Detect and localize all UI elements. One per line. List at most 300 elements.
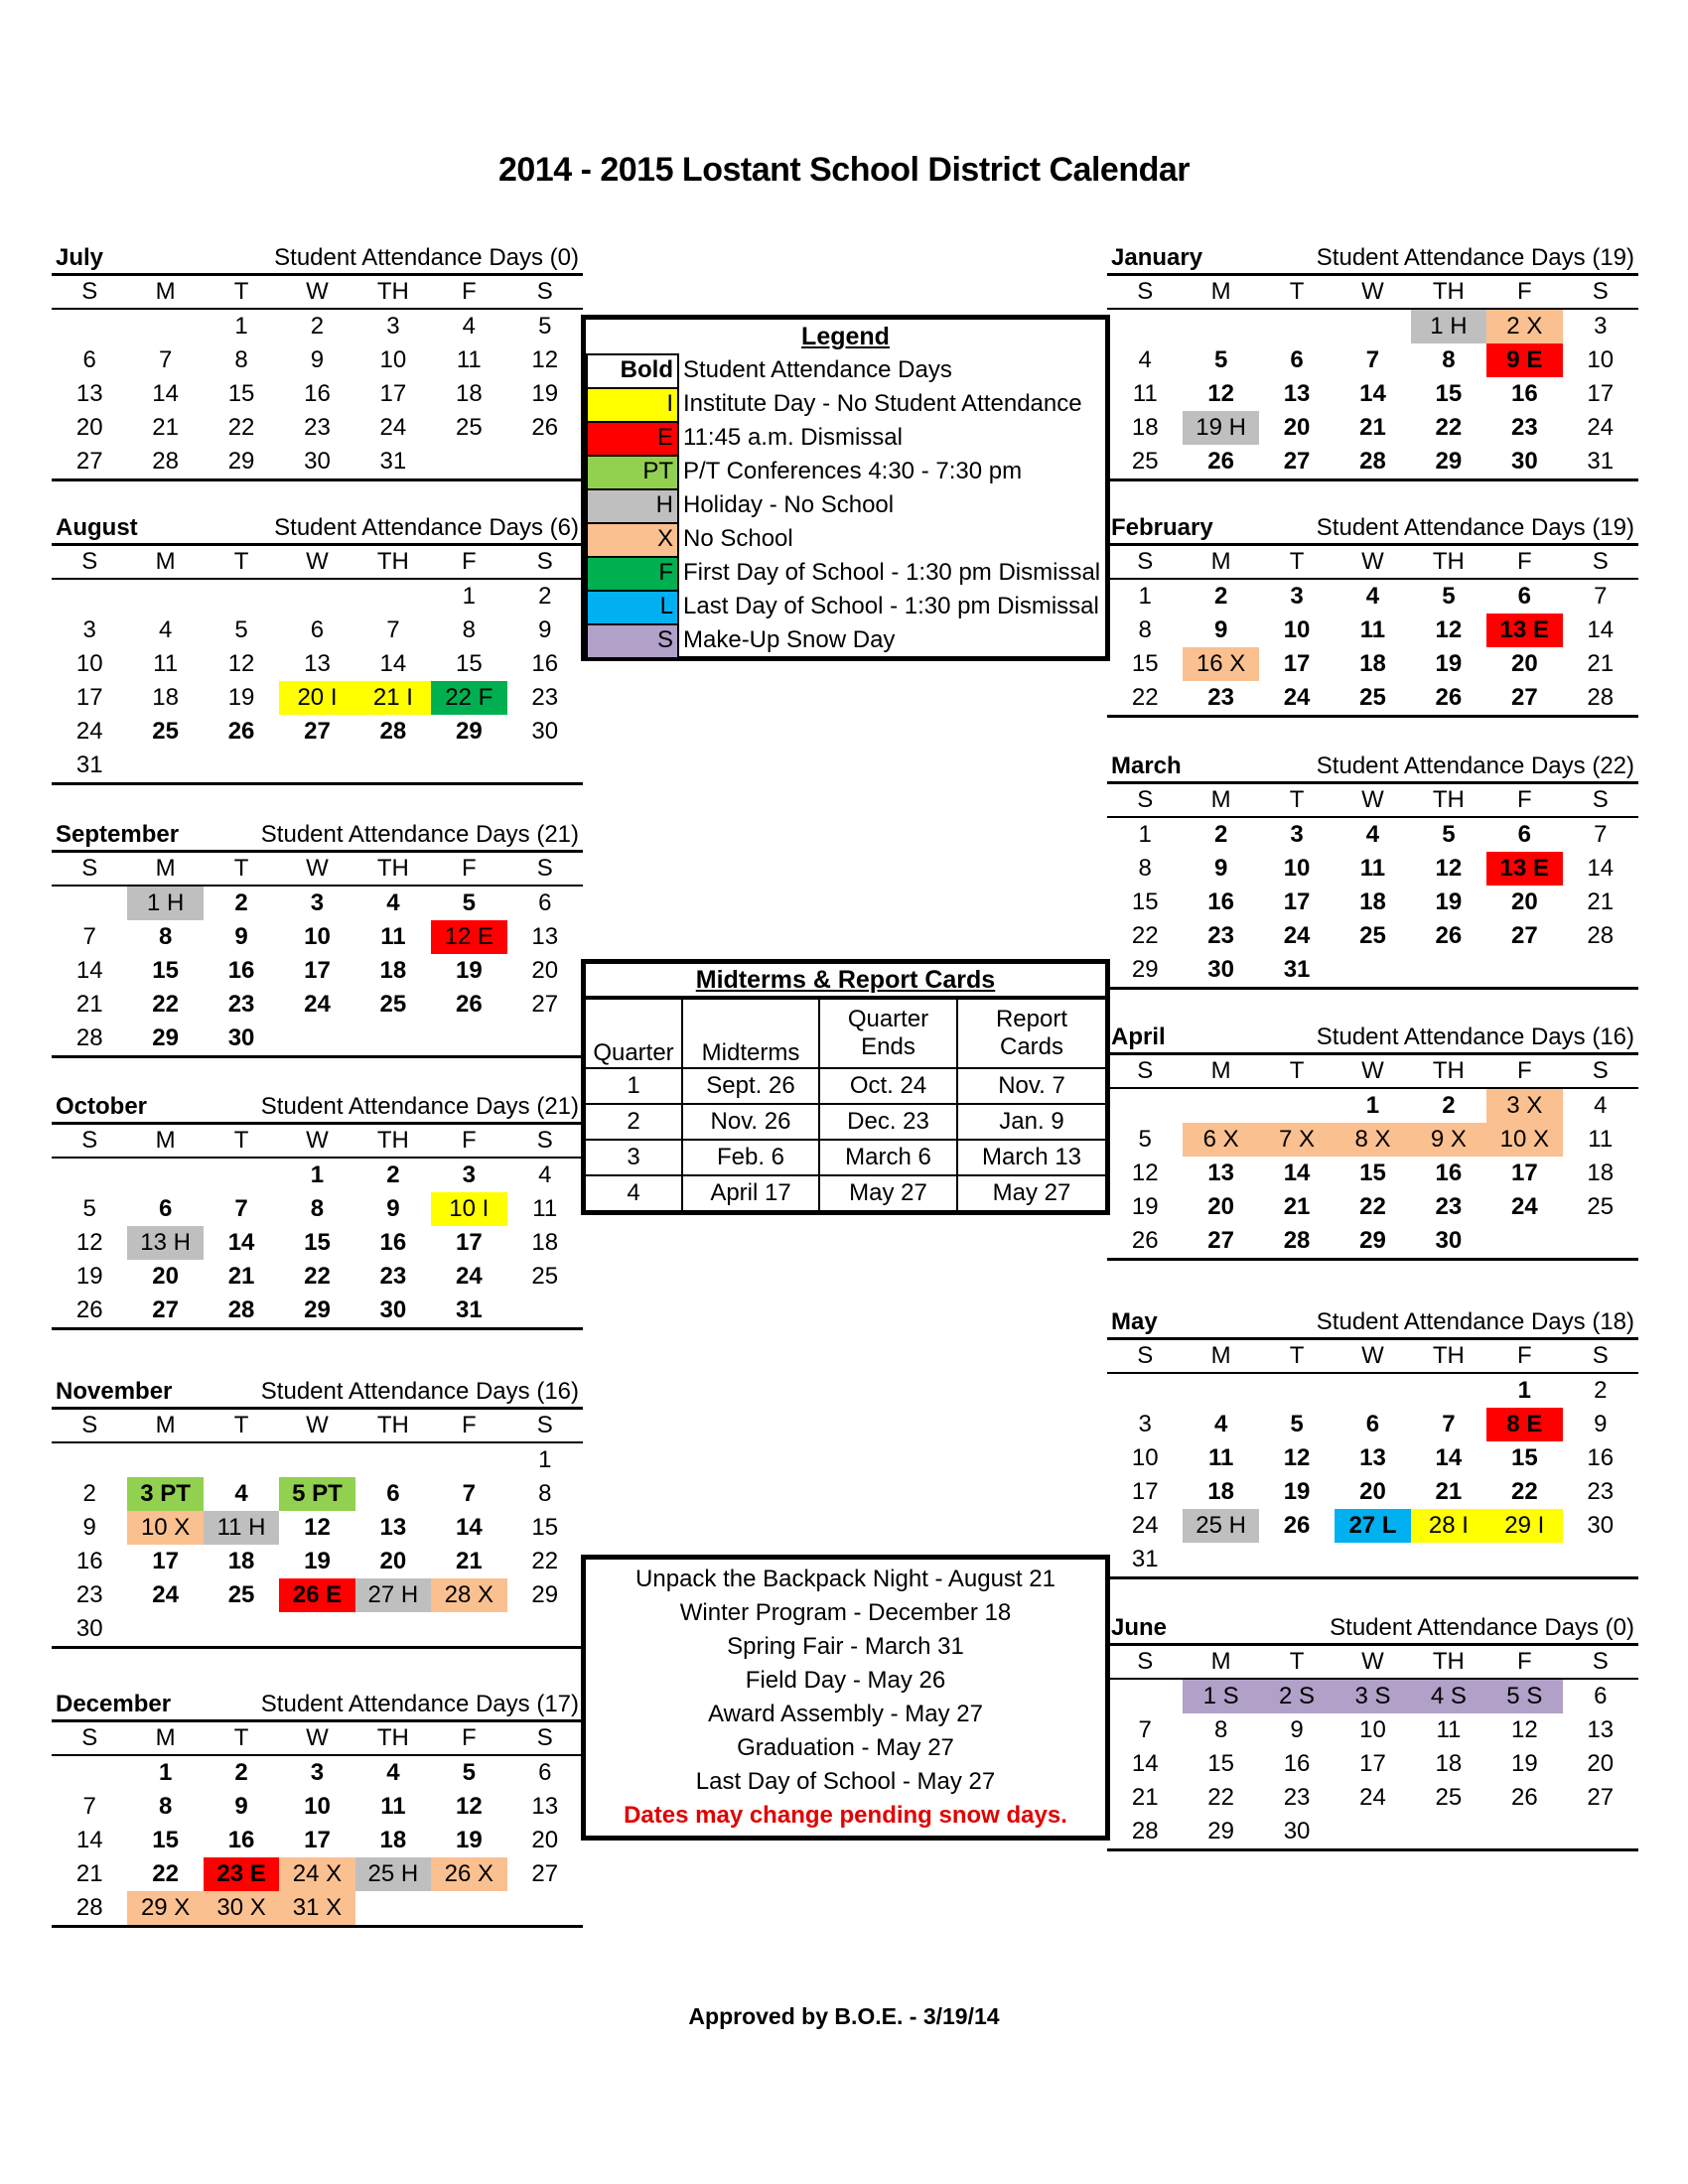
day-cell: 24 — [379, 414, 407, 441]
weekday-label: F — [1516, 1648, 1532, 1675]
day-cell: 27 — [1510, 922, 1538, 949]
day-cell: 19 — [1283, 1478, 1311, 1505]
week-row — [52, 1022, 583, 1055]
day-cell: 7 — [82, 1793, 96, 1820]
header-midterms-label: Midterms — [701, 1039, 800, 1066]
day-cell: 2 — [234, 1759, 248, 1786]
empty-day-cell — [1563, 1815, 1638, 1848]
day-cell: 7 — [1594, 821, 1608, 848]
day-cell: 17 — [1587, 380, 1615, 407]
attendance-days: Student Attendance Days (18) — [1316, 1308, 1634, 1335]
day-cell: 7 — [82, 923, 96, 950]
day-cell: 10 — [75, 650, 103, 677]
day-cell: 14 — [75, 957, 103, 984]
week-row — [1107, 1475, 1638, 1509]
day-cell: 14 — [1587, 616, 1615, 643]
empty-day-cell — [1183, 1374, 1258, 1408]
midterms-cell: March 6 — [819, 1140, 957, 1175]
day-cell: 3 X — [1486, 1089, 1562, 1123]
day-cell: 27 — [152, 1297, 179, 1323]
weekday-header-row — [1107, 1055, 1638, 1089]
day-cell: 27 L — [1335, 1509, 1410, 1543]
day-cell: 19 — [1435, 888, 1463, 915]
day-cell: 30 — [75, 1615, 103, 1642]
day-cell: 3 — [1138, 1411, 1152, 1437]
day-cell: 13 H — [127, 1226, 203, 1260]
day-cell: 6 — [386, 1480, 400, 1507]
day-cell: 27 — [531, 1860, 559, 1887]
day-cell: 19 — [304, 1548, 331, 1574]
weekday-label: S — [1137, 548, 1154, 575]
day-cell: 30 — [1435, 1227, 1463, 1254]
week-row — [52, 1612, 583, 1646]
day-cell: 25 — [379, 991, 407, 1018]
empty-day-cell — [52, 1756, 127, 1790]
header-quarter-ends-line1: Quarter — [847, 1006, 929, 1032]
header-report-cards-line1: Report — [995, 1006, 1068, 1032]
empty-day-cell — [127, 1443, 203, 1477]
day-cell: 18 — [1587, 1160, 1615, 1186]
day-cell: 15 — [455, 650, 483, 677]
day-cell: 28 — [1587, 922, 1615, 949]
midterms-cell: 1 — [586, 1068, 682, 1104]
empty-day-cell — [1107, 1089, 1183, 1123]
empty-day-cell — [1486, 1543, 1562, 1576]
weekday-header-row — [52, 1125, 583, 1159]
month-grid — [1107, 543, 1638, 718]
day-cell: 30 — [1510, 448, 1538, 475]
day-cell: 31 — [1131, 1546, 1159, 1572]
day-cell: 20 I — [279, 681, 354, 715]
weekday-label: TH — [1432, 786, 1465, 813]
empty-day-cell — [431, 445, 506, 478]
day-cell: 28 — [75, 1894, 103, 1921]
week-row — [52, 1545, 583, 1578]
day-cell: 9 — [234, 1793, 248, 1820]
midterms-row — [586, 1104, 1105, 1140]
weekday-label: TH — [1432, 1057, 1465, 1084]
week-row — [1107, 1157, 1638, 1190]
empty-day-cell — [52, 310, 127, 343]
day-cell: 14 — [1131, 1750, 1159, 1777]
weekday-header-row — [1107, 784, 1638, 818]
day-cell: 5 PT — [279, 1477, 354, 1511]
day-cell: 26 — [75, 1297, 103, 1323]
day-cell: 11 — [1588, 1126, 1614, 1153]
day-cell: 29 — [152, 1024, 179, 1051]
weekday-label: TH — [376, 1412, 409, 1438]
weekday-label: S — [536, 278, 553, 305]
day-cell: 9 — [82, 1514, 96, 1541]
header-quarter-ends-line2: Ends — [861, 1033, 915, 1060]
day-cell: 11 — [1359, 855, 1386, 882]
day-cell: 8 — [462, 616, 476, 643]
day-cell: 15 — [1131, 888, 1159, 915]
midterms-cell: Feb. 6 — [682, 1140, 819, 1175]
month-grid — [52, 1407, 583, 1649]
weekday-label: S — [1592, 1342, 1609, 1369]
day-cell: 6 — [1594, 1683, 1608, 1709]
day-cell: 1 H — [127, 887, 203, 920]
day-cell: 16 — [1207, 888, 1234, 915]
weekday-label: F — [461, 1127, 477, 1154]
day-cell: 14 — [1435, 1444, 1463, 1471]
day-cell: 1 — [310, 1161, 325, 1188]
month-name: May — [1111, 1308, 1158, 1335]
day-cell: 20 — [1587, 1750, 1615, 1777]
week-row — [52, 411, 583, 445]
legend-code: X — [586, 522, 679, 558]
header-report-cards-line2: Cards — [999, 1033, 1064, 1060]
day-cell: 24 — [455, 1263, 483, 1290]
day-cell: 15 — [304, 1229, 331, 1256]
midterms-body — [586, 1068, 1105, 1210]
header-report-cards — [957, 999, 1105, 1068]
day-cell: 23 E — [204, 1857, 279, 1891]
weekday-label: S — [81, 278, 98, 305]
day-cell: 8 — [310, 1195, 325, 1222]
weekday-label: M — [155, 855, 176, 882]
day-cell: 23 — [531, 684, 559, 711]
attendance-days: Student Attendance Days (17) — [260, 1691, 579, 1717]
weekday-label: T — [233, 1724, 249, 1751]
day-cell: 1 — [538, 1446, 552, 1473]
day-cell: 17 — [1131, 1478, 1159, 1505]
day-cell: 10 — [1283, 616, 1311, 643]
attendance-days: Student Attendance Days (0) — [274, 244, 579, 271]
weekday-label: F — [461, 1724, 477, 1751]
day-cell: 8 — [158, 1793, 173, 1820]
weekday-label: S — [1592, 786, 1609, 813]
day-cell: 22 — [1359, 1193, 1386, 1220]
day-cell: 4 — [1365, 821, 1380, 848]
weekday-header-row — [52, 1722, 583, 1756]
day-cell: 11 — [1436, 1716, 1462, 1743]
day-cell: 21 — [1359, 414, 1386, 441]
weekday-label: F — [1516, 1057, 1532, 1084]
day-cell: 6 — [82, 346, 96, 373]
day-cell: 28 — [1131, 1818, 1159, 1844]
day-cell: 23 — [379, 1263, 407, 1290]
week-row — [1107, 1713, 1638, 1747]
attendance-days: Student Attendance Days (22) — [1316, 752, 1634, 779]
day-cell: 27 — [1587, 1784, 1615, 1811]
weekday-label: S — [81, 855, 98, 882]
empty-day-cell — [1335, 1815, 1410, 1848]
day-cell: 19 — [1435, 650, 1463, 677]
legend-title: Legend — [801, 323, 890, 350]
day-cell: 8 — [1138, 616, 1152, 643]
empty-day-cell — [279, 1443, 354, 1477]
day-cell: 12 — [1131, 1160, 1159, 1186]
month-header — [52, 1092, 583, 1122]
day-cell: 19 — [455, 957, 483, 984]
day-cell: 16 — [379, 1229, 407, 1256]
week-row — [52, 749, 583, 782]
month-february — [1107, 513, 1638, 718]
day-cell: 7 — [1138, 1716, 1152, 1743]
week-row — [1107, 445, 1638, 478]
day-cell: 13 — [304, 650, 331, 677]
day-cell: 6 — [158, 1195, 173, 1222]
day-cell: 7 — [1365, 346, 1380, 373]
day-cell: 9 — [1213, 616, 1228, 643]
weekday-label: S — [536, 855, 553, 882]
day-cell: 6 — [1290, 346, 1304, 373]
week-row — [1107, 1509, 1638, 1543]
empty-day-cell — [431, 1891, 506, 1925]
weekday-label: TH — [376, 1724, 409, 1751]
legend-description: First Day of School - 1:30 pm Dismissal — [683, 559, 1101, 586]
day-cell: 13 E — [1486, 852, 1562, 886]
day-cell: 9 — [538, 616, 552, 643]
week-row — [1107, 647, 1638, 681]
day-cell: 14 — [1587, 855, 1615, 882]
legend-item — [586, 623, 1105, 657]
week-row — [1107, 886, 1638, 919]
day-cell: 28 — [1359, 448, 1386, 475]
empty-day-cell — [1335, 1374, 1410, 1408]
empty-day-cell — [1183, 1543, 1258, 1576]
day-cell: 17 — [152, 1548, 179, 1574]
day-cell: 24 — [1283, 922, 1311, 949]
month-name: March — [1111, 752, 1182, 779]
day-cell: 25 H — [355, 1857, 431, 1891]
day-cell: 28 — [227, 1297, 255, 1323]
week-row — [52, 681, 583, 715]
day-cell: 19 — [1510, 1750, 1538, 1777]
month-header — [1107, 1613, 1638, 1643]
day-cell: 6 — [1365, 1411, 1380, 1437]
day-cell: 22 — [304, 1263, 331, 1290]
day-cell: 15 — [152, 1827, 179, 1853]
weekday-label: F — [1516, 548, 1532, 575]
day-cell: 26 — [1435, 922, 1463, 949]
week-row — [52, 343, 583, 377]
day-cell: 28 — [152, 448, 179, 475]
day-cell: 24 — [75, 718, 103, 745]
day-cell: 15 — [1359, 1160, 1386, 1186]
legend-code: Bold — [586, 353, 679, 389]
day-cell: 11 — [380, 923, 406, 950]
empty-day-cell — [204, 749, 279, 782]
day-cell: 7 — [1442, 1411, 1456, 1437]
weekday-label: W — [306, 1724, 329, 1751]
day-cell: 15 — [1510, 1444, 1538, 1471]
empty-day-cell — [204, 1159, 279, 1192]
week-row — [52, 1443, 583, 1477]
month-name: November — [56, 1378, 173, 1405]
midterms-table — [586, 998, 1105, 1210]
day-cell: 28 — [1587, 684, 1615, 711]
week-row — [52, 310, 583, 343]
day-cell: 29 — [1359, 1227, 1386, 1254]
day-cell: 26 — [1131, 1227, 1159, 1254]
day-cell: 4 — [234, 1480, 248, 1507]
weekday-header-row — [52, 276, 583, 310]
day-cell: 25 — [152, 718, 179, 745]
week-row — [52, 445, 583, 478]
approval-note: Approved by B.O.E. - 3/19/14 — [688, 2003, 1000, 2029]
day-cell: 1 H — [1411, 310, 1486, 343]
weekday-label: S — [1137, 1057, 1154, 1084]
day-cell: 20 — [1207, 1193, 1234, 1220]
day-cell: 22 — [1207, 1784, 1234, 1811]
weekday-label: S — [1592, 278, 1609, 305]
day-cell: 30 — [304, 448, 331, 475]
day-cell: 11 — [153, 650, 179, 677]
midterms-cell: May 27 — [957, 1175, 1105, 1210]
day-cell: 29 X — [127, 1891, 203, 1925]
day-cell: 18 — [1207, 1478, 1234, 1505]
day-cell: 13 — [1359, 1444, 1386, 1471]
day-cell: 1 — [1138, 583, 1152, 610]
day-cell: 21 I — [355, 681, 431, 715]
legend-item — [586, 421, 1105, 455]
day-cell: 7 — [1594, 583, 1608, 610]
week-row — [52, 1159, 583, 1192]
day-cell: 18 — [379, 1827, 407, 1853]
legend-code: S — [586, 623, 679, 659]
empty-day-cell — [1259, 1543, 1335, 1576]
legend-description: P/T Conferences 4:30 - 7:30 pm — [683, 458, 1023, 484]
day-cell: 22 — [1435, 414, 1463, 441]
day-cell: 13 — [531, 923, 559, 950]
empty-day-cell — [1183, 310, 1258, 343]
day-cell: 12 — [1435, 855, 1463, 882]
day-cell: 13 — [531, 1793, 559, 1820]
day-cell: 2 S — [1259, 1680, 1335, 1713]
weekday-label: S — [536, 1724, 553, 1751]
empty-day-cell — [52, 1159, 127, 1192]
weekday-header-row — [1107, 276, 1638, 310]
weekday-label: F — [1516, 786, 1532, 813]
empty-day-cell — [279, 749, 354, 782]
week-row — [1107, 681, 1638, 715]
weekday-label: W — [1361, 548, 1384, 575]
event-line: Winter Program - December 18 — [679, 1599, 1012, 1626]
empty-day-cell — [204, 1443, 279, 1477]
day-cell: 25 — [531, 1263, 559, 1290]
empty-day-cell — [204, 1612, 279, 1646]
day-cell: 25 — [1435, 1784, 1463, 1811]
day-cell: 23 — [75, 1581, 103, 1608]
weekday-label: S — [1137, 786, 1154, 813]
day-cell: 24 — [152, 1581, 179, 1608]
midterms-cell: Nov. 7 — [957, 1068, 1105, 1104]
day-cell: 19 — [1131, 1193, 1159, 1220]
day-cell: 4 — [1365, 583, 1380, 610]
empty-day-cell — [1563, 1543, 1638, 1576]
week-row — [52, 1824, 583, 1857]
day-cell: 14 — [227, 1229, 255, 1256]
day-cell: 30 — [1283, 1818, 1311, 1844]
day-cell: 26 E — [279, 1578, 354, 1612]
week-row — [52, 1857, 583, 1891]
weekday-label: S — [536, 1412, 553, 1438]
day-cell: 23 — [227, 991, 255, 1018]
day-cell: 29 — [1131, 956, 1159, 983]
day-cell: 26 — [1207, 448, 1234, 475]
day-cell: 6 — [538, 889, 552, 916]
weekday-label: T — [1289, 1342, 1305, 1369]
month-grid — [52, 1122, 583, 1330]
weekday-label: TH — [1432, 548, 1465, 575]
day-cell: 3 — [310, 889, 325, 916]
day-cell: 4 — [1594, 1092, 1608, 1119]
empty-day-cell — [355, 1443, 431, 1477]
weekday-label: F — [461, 1412, 477, 1438]
day-cell: 23 — [304, 414, 331, 441]
day-cell: 19 — [531, 380, 559, 407]
day-cell: 11 — [532, 1195, 558, 1222]
empty-day-cell — [507, 1022, 583, 1055]
week-row — [52, 647, 583, 681]
day-cell: 18 — [455, 380, 483, 407]
weekday-label: TH — [376, 278, 409, 305]
empty-day-cell — [355, 749, 431, 782]
day-cell: 11 — [1207, 1444, 1234, 1471]
event-line: Unpack the Backpack Night - August 21 — [635, 1566, 1055, 1592]
month-may — [1107, 1307, 1638, 1579]
midterms-title: Midterms & Report Cards — [586, 964, 1105, 998]
day-cell: 14 — [379, 650, 407, 677]
day-cell: 9 — [234, 923, 248, 950]
day-cell: 31 — [379, 448, 407, 475]
day-cell: 28 X — [431, 1578, 506, 1612]
week-row — [52, 580, 583, 614]
legend-description: Holiday - No School — [683, 491, 895, 518]
week-row — [1107, 1408, 1638, 1441]
day-cell: 9 E — [1486, 343, 1562, 377]
weekday-label: W — [1361, 1648, 1384, 1675]
weekday-label: W — [306, 1127, 329, 1154]
week-row — [52, 614, 583, 647]
empty-day-cell — [127, 1612, 203, 1646]
day-cell: 21 — [1283, 1193, 1311, 1220]
day-cell: 23 — [1283, 1784, 1311, 1811]
day-cell: 14 — [1283, 1160, 1311, 1186]
weekday-label: M — [1210, 786, 1231, 813]
day-cell: 28 — [1283, 1227, 1311, 1254]
week-row — [52, 954, 583, 988]
empty-day-cell — [355, 1022, 431, 1055]
day-cell: 17 — [1283, 888, 1311, 915]
day-cell: 9 — [1594, 1411, 1608, 1437]
empty-day-cell — [279, 1612, 354, 1646]
day-cell: 5 — [82, 1195, 96, 1222]
weekday-label: M — [155, 278, 176, 305]
empty-day-cell — [1411, 1543, 1486, 1576]
day-cell: 24 — [1283, 684, 1311, 711]
day-cell: 14 — [152, 380, 179, 407]
empty-day-cell — [279, 580, 354, 614]
day-cell: 20 — [1510, 888, 1538, 915]
day-cell: 5 — [1290, 1411, 1304, 1437]
month-june — [1107, 1613, 1638, 1851]
day-cell: 6 X — [1183, 1123, 1258, 1157]
day-cell: 17 — [304, 1827, 331, 1853]
day-cell: 19 — [227, 684, 255, 711]
month-october — [52, 1092, 583, 1330]
month-header — [1107, 513, 1638, 543]
day-cell: 23 — [1207, 922, 1234, 949]
day-cell: 20 — [75, 414, 103, 441]
day-cell: 23 — [1587, 1478, 1615, 1505]
weekday-label: W — [1361, 1057, 1384, 1084]
week-row — [52, 1192, 583, 1226]
empty-day-cell — [507, 1294, 583, 1327]
